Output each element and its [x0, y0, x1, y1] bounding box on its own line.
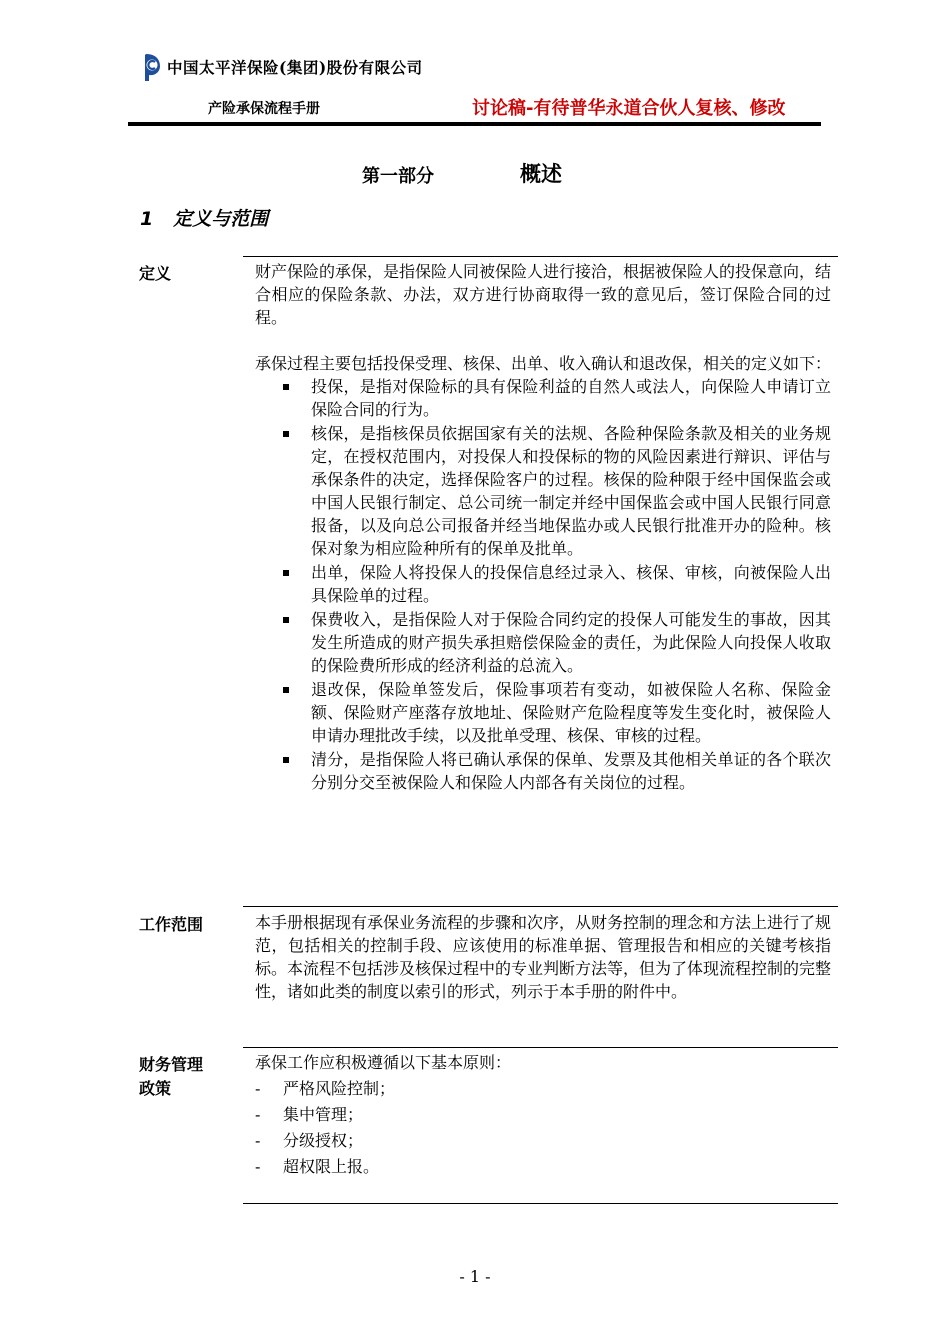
- dash-bullet-icon: -: [255, 1157, 261, 1176]
- scope-rule: [243, 906, 838, 907]
- cpic-logo-icon: [143, 52, 161, 82]
- scope-text: 本手册根据现有承保业务流程的步骤和次序，从财务控制的理念和方法上进行了规范，包括相关的控制手段、应该使用的标准单据、管理报告和相应的关键考核指标。本流程不包括涉及核保过程中的专业判断方法等，但为了体现流程控制的完整性，诸如此类的制度以索引的形式，列示于本手册的附件中。: [255, 913, 832, 1001]
- scope-body: [255, 911, 831, 1003]
- square-bullet-icon: [283, 757, 289, 763]
- list-item: 退改保，保险单签发后，保险事项若有变动，如被保险人名称、保险金额、保险财产座落存放地址、保险财产危险程度等发生变化时，被保险人申请办理批改手续，以及批单受理、核保、审核的过程。: [255, 678, 831, 747]
- section-heading: [140, 204, 268, 231]
- policy-body: [255, 1051, 831, 1180]
- part-title: 概述: [520, 162, 562, 186]
- company-name: 中国太平洋保险(集团)股份有限公司: [167, 58, 423, 77]
- list-item: - 严格风险控制；: [255, 1076, 831, 1102]
- list-item: 清分，是指保险人将已确认承保的保单、发票及其他相关单证的各个联次分别分交至被保险人和保险人内部各有关岗位的过程。: [255, 748, 831, 794]
- list-item: - 分级授权；: [255, 1128, 831, 1154]
- square-bullet-icon: [283, 687, 289, 693]
- definition-rule: [243, 256, 838, 257]
- list-item: 出单，保险人将投保人的投保信息经过录入、核保、审核，向被保险人出具保险单的过程。: [255, 561, 831, 607]
- company-logo: [143, 52, 423, 82]
- list-item: 核保，是指核保员依据国家有关的法规、各险种保险条款及相关的业务规定，在授权范围内，对投保人和投保标的物的风险因素进行辩识、评估与承保条件的决定，选择保险客户的过程。核保的险种限于经中国保监会或中国人民银行制定、总公司统一制定并经中国保监会或中国人民银行同意报备，以及向总公司报备并经当地保监办或人民银行批准开办的险种。核保对象为相应险种所有的保单及批单。: [255, 422, 831, 560]
- part-label: 第一部分: [362, 166, 434, 187]
- draft-notice: 讨论稿-有待普华永道合伙人复核、修改: [472, 98, 786, 119]
- square-bullet-icon: [283, 431, 289, 437]
- list-item: - 集中管理；: [255, 1102, 831, 1128]
- definition-list: [255, 375, 831, 794]
- policy-rule: [243, 1047, 838, 1048]
- definition-process: 承保过程主要包括投保受理、核保、出单、收入确认和退改保，相关的定义如下：: [255, 354, 832, 373]
- dash-bullet-icon: -: [255, 1131, 261, 1150]
- dash-bullet-icon: -: [255, 1079, 261, 1098]
- page-number: - 1 -: [459, 1267, 491, 1286]
- dash-bullet-icon: -: [255, 1105, 261, 1124]
- header-divider: [128, 122, 821, 126]
- list-item: 保费收入，是指保险人对于保险合同约定的投保人可能发生的事故，因其发生所造成的财产损失承担赔偿保险金的责任，为此保险人向投保人收取的保险费所形成的经济利益的总流入。: [255, 608, 831, 677]
- square-bullet-icon: [283, 384, 289, 390]
- policy-label: 财务管理 政策: [139, 1055, 204, 1098]
- section-number: 1: [140, 208, 154, 230]
- definition-intro: 财产保险的承保，是指保险人同被保险人进行接洽，根据被保险人的投保意向，结合相应的保险条款、办法，双方进行协商取得一致的意见后，签订保险合同的过程。: [255, 262, 832, 327]
- manual-title: 产险承保流程手册: [208, 101, 320, 117]
- policy-list: [255, 1076, 831, 1180]
- definition-label: 定义: [139, 264, 172, 283]
- list-item: - 超权限上报。: [255, 1154, 831, 1180]
- square-bullet-icon: [283, 570, 289, 576]
- policy-intro: 承保工作应积极遵循以下基本原则：: [255, 1053, 512, 1072]
- scope-label: 工作范围: [139, 915, 204, 934]
- section-title: 定义与范围: [173, 208, 269, 230]
- definition-body: [255, 260, 831, 794]
- square-bullet-icon: [283, 617, 289, 623]
- list-item: 投保，是指对保险标的具有保险利益的自然人或法人，向保险人申请订立保险合同的行为。: [255, 375, 831, 421]
- policy-bottom-rule: [243, 1203, 838, 1204]
